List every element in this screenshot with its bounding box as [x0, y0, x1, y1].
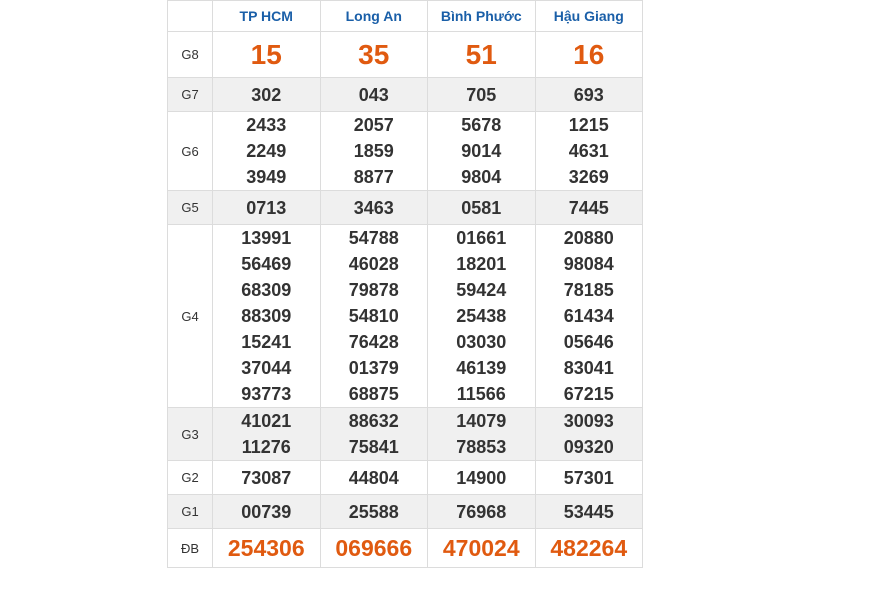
prize-number: 88309 — [241, 306, 292, 326]
prize-label: G6 — [168, 112, 213, 191]
prize-number: 57301 — [563, 467, 614, 488]
prize-number: 11566 — [456, 384, 506, 404]
prize-number: 01661 — [456, 228, 507, 248]
prize-number: 05646 — [563, 332, 614, 352]
prize-number: 7445 — [568, 197, 609, 218]
prize-cell-hau-giang — [535, 529, 643, 568]
prize-cell-hau-giang — [535, 408, 643, 461]
prize-number: 11276 — [241, 437, 291, 457]
prize-number: 9804 — [461, 167, 502, 187]
prize-cell-hau-giang — [535, 461, 643, 495]
prize-number: 18201 — [456, 254, 507, 274]
prize-cell-long-an — [320, 112, 428, 191]
prize-cell-long-an — [320, 461, 428, 495]
table-header-row — [168, 1, 643, 32]
prize-cell-hau-giang — [535, 32, 643, 78]
prize-label: ĐB — [168, 529, 213, 568]
prize-number: 46028 — [348, 254, 399, 274]
prize-number: 75841 — [348, 437, 399, 457]
prize-number: 15241 — [241, 332, 292, 352]
prize-number: 68875 — [348, 384, 399, 404]
prize-number: 67215 — [563, 384, 614, 404]
prize-number: 1859 — [353, 141, 394, 161]
province-header-tp-hcm[interactable]: TP HCM — [213, 1, 321, 32]
prize-row — [168, 78, 643, 112]
prize-label: G8 — [168, 32, 213, 78]
prize-number: 30093 — [563, 411, 614, 431]
prize-cell-long-an — [320, 408, 428, 461]
prize-cell-binh-phuoc — [428, 408, 536, 461]
prize-cell-binh-phuoc — [428, 32, 536, 78]
prize-cell-binh-phuoc — [428, 112, 536, 191]
prize-label: G4 — [168, 225, 213, 408]
prize-cell-binh-phuoc — [428, 495, 536, 529]
prize-number: 76428 — [348, 332, 399, 352]
prize-cell-tp-hcm — [213, 408, 321, 461]
prize-cell-binh-phuoc — [428, 461, 536, 495]
prize-label: G1 — [168, 495, 213, 529]
prize-number: 01379 — [348, 358, 399, 378]
prize-number: 78853 — [456, 437, 507, 457]
province-header-long-an[interactable]: Long An — [320, 1, 428, 32]
prize-number: 88632 — [348, 411, 399, 431]
prize-label: G7 — [168, 78, 213, 112]
province-header-hau-giang[interactable]: Hậu Giang — [535, 1, 643, 32]
prize-row — [168, 32, 643, 78]
prize-number: 3463 — [353, 197, 394, 218]
prize-number: 705 — [466, 84, 497, 105]
prize-number: 73087 — [241, 467, 292, 488]
prize-number: 5678 — [461, 115, 502, 135]
prize-number: 03030 — [456, 332, 507, 352]
prize-rows — [168, 32, 643, 568]
prize-number: 4631 — [568, 141, 609, 161]
prize-cell-long-an — [320, 78, 428, 112]
prize-label: G2 — [168, 461, 213, 495]
prize-cell-hau-giang — [535, 225, 643, 408]
prize-number: 20880 — [563, 228, 614, 248]
prize-cell-binh-phuoc — [428, 225, 536, 408]
prize-number: 37044 — [241, 358, 292, 378]
prize-row — [168, 191, 643, 225]
prize-number: 1215 — [568, 115, 609, 135]
prize-cell-long-an — [320, 495, 428, 529]
prize-label: G3 — [168, 408, 213, 461]
prize-row — [168, 461, 643, 495]
prize-number: 13991 — [241, 228, 292, 248]
prize-number: 68309 — [241, 280, 292, 300]
prize-number: 59424 — [456, 280, 507, 300]
prize-cell-hau-giang — [535, 78, 643, 112]
prize-number: 14900 — [456, 467, 507, 488]
prize-number: 53445 — [563, 501, 614, 522]
prize-cell-tp-hcm — [213, 529, 321, 568]
prize-number: 61434 — [563, 306, 614, 326]
prize-number: 79878 — [348, 280, 399, 300]
prize-row — [168, 112, 643, 191]
prize-number: 56469 — [241, 254, 292, 274]
prize-cell-hau-giang — [535, 495, 643, 529]
prize-number: 25438 — [456, 306, 507, 326]
prize-number: 76968 — [456, 501, 507, 522]
prize-cell-tp-hcm — [213, 32, 321, 78]
prize-number: 9014 — [461, 141, 502, 161]
prize-cell-long-an — [320, 32, 428, 78]
prize-cell-long-an — [320, 529, 428, 568]
prize-number: 2249 — [246, 141, 287, 161]
prize-cell-tp-hcm — [213, 191, 321, 225]
prize-number: 93773 — [241, 384, 292, 404]
prize-number: 2433 — [246, 115, 287, 135]
prize-cell-tp-hcm — [213, 461, 321, 495]
prize-cell-tp-hcm — [213, 112, 321, 191]
prize-number: 44804 — [348, 467, 399, 488]
prize-cell-binh-phuoc — [428, 191, 536, 225]
prize-number: 25588 — [348, 501, 399, 522]
prize-number: 46139 — [456, 358, 507, 378]
prize-number: 54788 — [348, 228, 399, 248]
prize-cell-binh-phuoc — [428, 78, 536, 112]
prize-number: 51 — [465, 38, 497, 70]
prize-row — [168, 529, 643, 568]
prize-cell-tp-hcm — [213, 225, 321, 408]
prize-number: 15 — [250, 38, 282, 70]
prize-cell-long-an — [320, 225, 428, 408]
prize-number: 54810 — [348, 306, 399, 326]
prize-number: 0581 — [461, 197, 502, 218]
prize-row — [168, 225, 643, 408]
prize-number: 693 — [573, 84, 604, 105]
prize-number: 78185 — [563, 280, 614, 300]
prize-number: 35 — [358, 38, 390, 70]
prize-cell-tp-hcm — [213, 78, 321, 112]
prize-number: 2057 — [353, 115, 394, 135]
prize-row — [168, 408, 643, 461]
prize-number: 254306 — [227, 535, 305, 561]
prize-number: 470024 — [442, 535, 520, 561]
prize-number: 3269 — [568, 167, 609, 187]
province-header-binh-phuoc[interactable]: Bình Phước — [428, 1, 536, 32]
prize-number: 0713 — [246, 197, 287, 218]
prize-cell-hau-giang — [535, 112, 643, 191]
prize-number: 069666 — [335, 535, 413, 561]
lottery-results-table — [167, 0, 643, 568]
prize-cell-tp-hcm — [213, 495, 321, 529]
prize-number: 043 — [358, 84, 389, 105]
prize-number: 41021 — [241, 411, 292, 431]
prize-number: 16 — [573, 38, 605, 70]
prize-number: 3949 — [246, 167, 287, 187]
prize-cell-long-an — [320, 191, 428, 225]
prize-number: 14079 — [456, 411, 507, 431]
prize-number: 302 — [251, 84, 282, 105]
prize-number: 09320 — [563, 437, 614, 457]
prize-cell-hau-giang — [535, 191, 643, 225]
header-corner-cell — [168, 1, 213, 32]
prize-number: 482264 — [550, 535, 628, 561]
prize-number: 8877 — [353, 167, 394, 187]
prize-number: 00739 — [241, 501, 292, 522]
prize-cell-binh-phuoc — [428, 529, 536, 568]
prize-row — [168, 495, 643, 529]
prize-number: 98084 — [563, 254, 614, 274]
prize-number: 83041 — [563, 358, 614, 378]
prize-label: G5 — [168, 191, 213, 225]
lottery-results-panel — [167, 0, 643, 568]
